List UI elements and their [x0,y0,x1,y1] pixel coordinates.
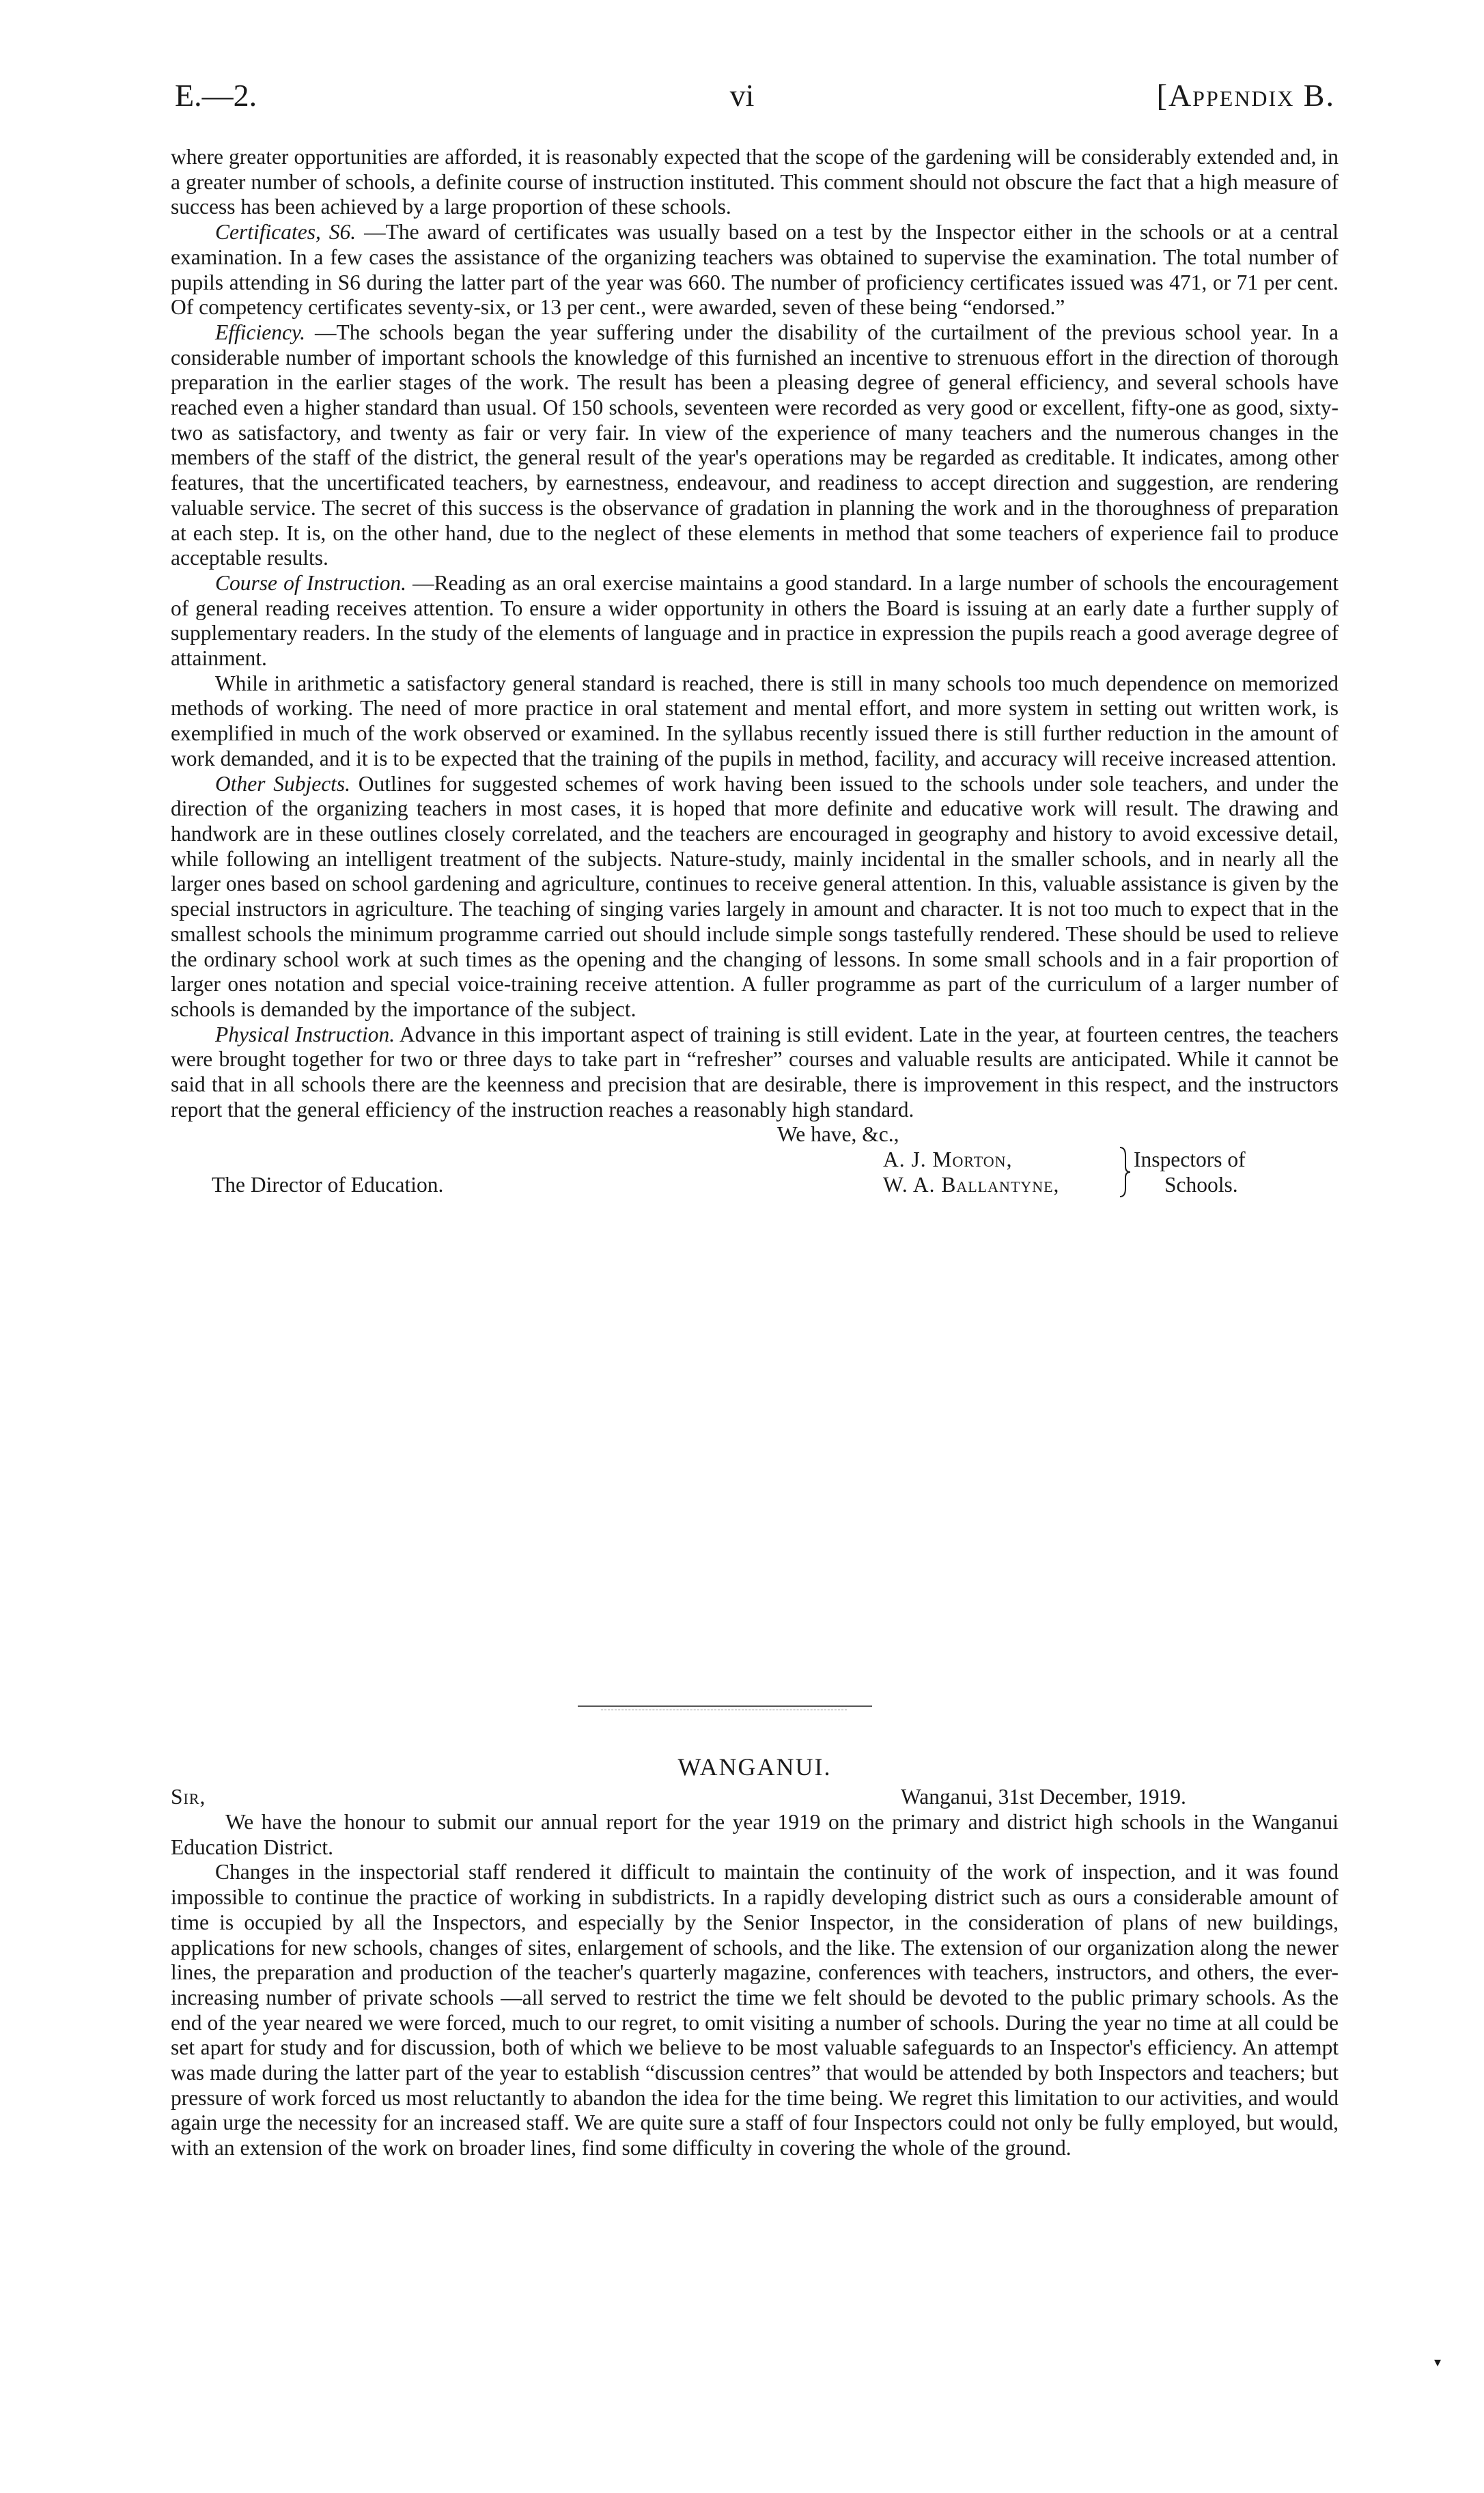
signer-morton: A. J. Morton, [883,1147,1013,1172]
signature-row-1 [171,1147,1339,1173]
signature-brace-icon [1117,1146,1132,1198]
addressee: The Director of Education. [212,1173,444,1197]
lead-course-of-instruction: Course of Instruction. [215,570,406,595]
closing-phrase: We have, &c., [777,1122,899,1147]
text-certificates: —The award of certificates was usually based on a test by the Inspector either in the schools or at a central examination. In a few cases the assistance of the organizing teachers was obtained to supervise the examination. The total number of pupils attending in S6 during the latter part of the year was 660. The number of proficiency certificates issued was 471, or 71 per cent. Of competency certificates seventy-six, or 13 per cent., were awarded, seven of these being “endorsed.” [171,220,1339,320]
header-page-number: vi [729,78,755,113]
closing-row [171,1122,1339,1147]
paragraph-efficiency [171,320,1339,571]
text-efficiency: —The schools began the year suffering under the disability of the curtailment of the previous school year. In a considerable number of important schools the knowledge of this furnished an incentive to strenuous effort in the direction of thorough preparation in the earlier stages of the work. The result has been a pleasing degree of general efficiency, and several schools have reached even a higher standard than usual. Of 150 schools, seventeen were recorded as very good or excellent, fifty-one as good, sixty-two as satisfactory, and twenty as fair or very fair. In view of the experience of many teachers and the numerous changes in the members of the staff of the district, the general result of the year's operations may be regarded as creditable. It indicates, among other features, that the uncertificated teachers, by earnestness, endeavour, and readiness to accept direction and suggestion, are rendering valuable service. The secret of this success is the observance of gradation in planning the work and in the thoroughness of preparation at each step. It is, on the other hand, due to the neglect of these elements in method that some teachers of experience fail to produce acceptable results. [171,320,1339,570]
text-physical-instruction: Advance in this important aspect of training is still evident. Late in the year, at fourteen centres, the teachers were brought together for two or three days to take part in “refresher” courses and valuable results are anticipated. While it cannot be said that in all schools there are the keenness and precision that are desirable, there is improvement in this respect, and the instructors report that the general efficiency of the instruction reaches a reasonably high standard. [171,1022,1339,1122]
inspectors-title-line2: Schools. [1164,1173,1238,1197]
lead-physical-instruction: Physical Instruction. [215,1022,395,1046]
dateline: Wanganui, 31st December, 1919. [901,1785,1186,1809]
report-body [171,145,1339,1198]
section-title-wanganui: WANGANUI. [677,1753,832,1781]
salutation-row [171,1785,1339,1810]
header-left-reference: E.—2. [175,78,257,113]
signature-row-2 [171,1173,1339,1198]
wanganui-section [171,1752,1339,2161]
paragraph-certificates [171,220,1339,320]
header-right-appendix: [Appendix B. [1156,78,1335,113]
section-divider [578,1705,872,1707]
paragraph-arithmetic: While in arithmetic a satisfactory general standard is reached, there is still in many schools too much dependence on memorized methods of working. The need of more practice in oral statement and mental effort, and more system in setting out written work, is exemplified in much of the work observed or examined. In the syllabus recently issued there is still further reduction in the amount of work demanded, and it is to be expected that the training of the pupils in method, facility, and accuracy will receive increased attention. [171,671,1339,770]
salutation: Sir, [171,1785,206,1809]
text-other-subjects: Outlines for suggested schemes of work having been issued to the schools under sole teachers, and under the direction of the organizing teachers in most cases, it is hoped that more definite and educative work will result. The drawing and handwork are in these outlines closely correlated, and the teachers are encouraged in geography and history to avoid excessive detail, while following an intelligent treatment of the subjects. Nature-study, mainly incidental in the smaller schools, and in nearly all the larger ones based on school gardening and agriculture, continues to receive general attention. In this, valuable assistance is given by the special instructors in agriculture. The teaching of singing varies largely in amount and character. It is not too much to expect that in the smallest schools the minimum programme carried out should include simple songs tastefully rendered. These should be used to relieve the ordinary school work at such times as the opening and the changing of lessons. In some small schools and in a fair proportion of larger ones notation and special voice-training receive attention. A fuller programme as part of the curriculum of a larger number of schools is demanded by the importance of the subject. [171,771,1339,1021]
paragraph-physical-instruction [171,1022,1339,1123]
paragraph-other-subjects [171,772,1339,1022]
signer-ballantyne: W. A. Ballantyne, [883,1173,1060,1197]
paragraph-inspectorial-staff: Changes in the inspectorial staff rendered it difficult to maintain the continuity of the work of inspection, and it was found impossible to continue the practice of working in subdistricts. In a rapidly developing district such as ours a considerable amount of time is occupied by all the Inspectors, and especially by the Senior Inspector, in the consideration of plans of new buildings, applications for new schools, changes of sites, enlargement of schools, and the like. The extension of our organization along the newer lines, the preparation and production of the teacher's quarterly magazine, conferences with teachers, instructors, and others, the ever-increasing number of private schools —all served to restrict the time we felt should be devoted to the public primary schools. As the end of the year neared we were forced, much to our regret, to omit visiting a number of schools. During the year no time at all could be set apart for study and for discussion, both of which we believe to be most valuable safeguards to an Inspector's efficiency. An attempt was made during the latter part of the year to establish “discussion centres” that would be attended by both Inspectors and teachers; but pressure of work forced us most reluctantly to abandon the idea for the time being. We regret this limitation to our activities, and would again urge the necessity for an increased staff. We are quite sure a staff of four Inspectors could not only be fully employed, but would, with an extension of the work on broader lines, find some difficulty in covering the whole of the ground. [171,1860,1339,2160]
paragraph-submit-report: We have the honour to submit our annual report for the year 1919 on the primary and district high schools in the Wanganui Education District. [171,1810,1339,1859]
inspectors-title-line1: Inspectors of [1134,1147,1246,1172]
lead-certificates: Certificates, S6. [215,220,356,245]
lead-efficiency: Efficiency. [215,320,306,344]
lead-other-subjects: Other Subjects. [215,771,351,796]
text-course-of-instruction: —Reading as an oral exercise maintains a good standard. In a large number of schools the encouragement of general reading receives attention. To ensure a wider opportunity in others the Board is issuing at an early date a further supply of supplementary readers. In the study of the elements of language and in practice in expression the pupils reach a good average degree of attainment. [171,570,1339,671]
paragraph-course-of-instruction [171,571,1339,671]
paragraph-gardening: where greater opportunities are afforded, it is reasonably expected that the scope of the gardening will be considerably extended and, in a greater number of schools, a definite course of instruction instituted. This comment should not obscure the fact that a high measure of success has been achieved by a large proportion of these schools. [171,145,1339,219]
margin-mark: ▾ [1434,2355,1442,2370]
